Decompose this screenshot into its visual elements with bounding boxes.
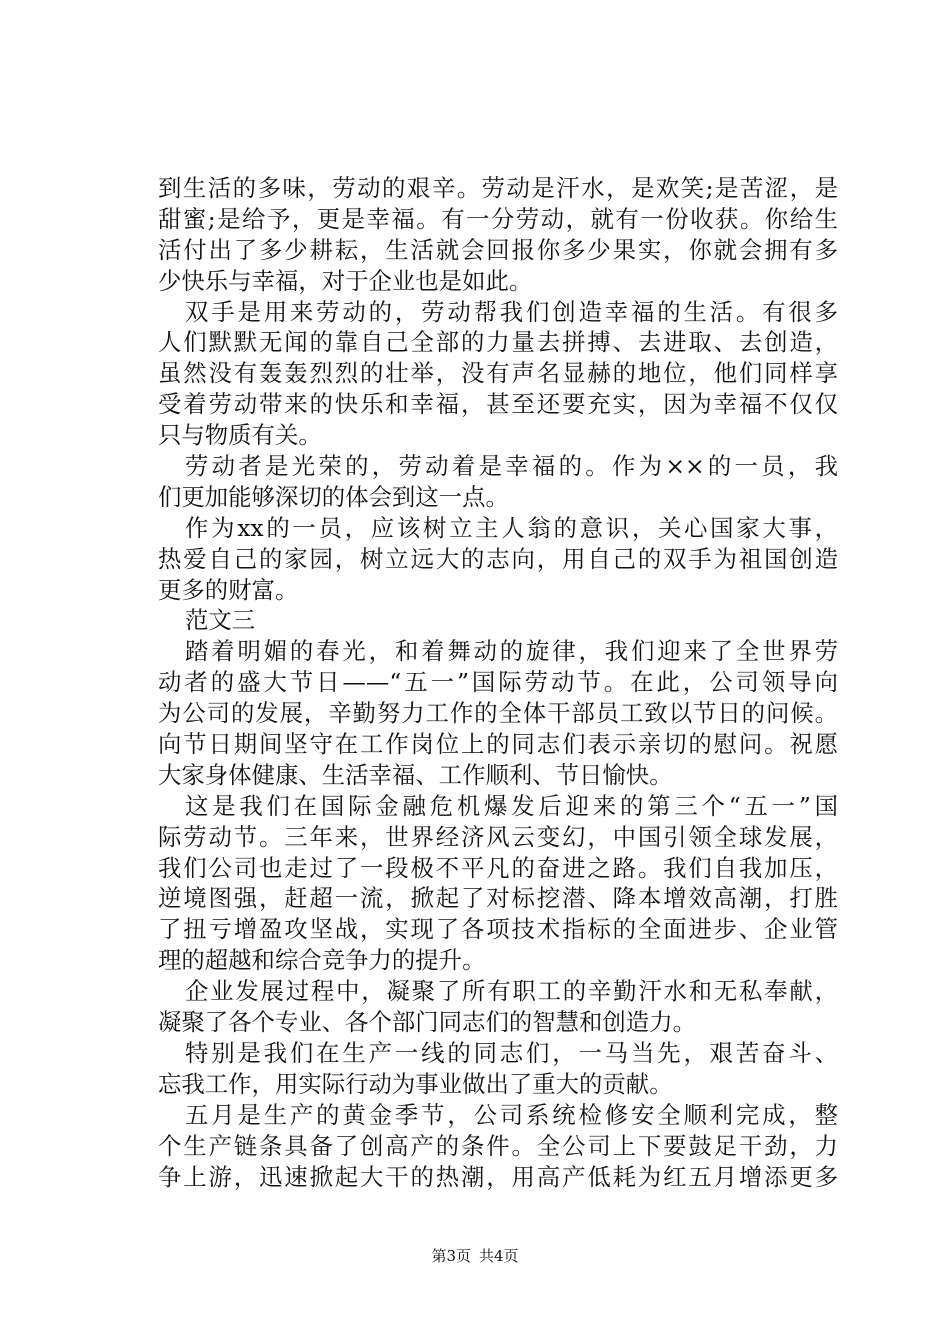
page-number: 第3页	[431, 1247, 471, 1265]
text-line: 热爱自己的家园，树立远大的志向，用自己的双手为祖国创造	[158, 544, 838, 573]
text-line: 作为xx的一员，应该树立主人翁的意识，关心国家大事，	[185, 513, 838, 542]
text-line: 到生活的多味，劳动的艰辛。劳动是汗水，是欢笑;是苦涩，是	[158, 174, 838, 202]
text-line: 甜蜜;是给予，更是幸福。有一分劳动，就有一份收获。你给生	[158, 204, 838, 233]
text-line: 双手是用来劳动的，劳动帮我们创造幸福的生活。有很多	[185, 297, 838, 326]
text-line: 踏着明媚的春光，和着舞动的旋律，我们迎来了全世界劳	[185, 637, 838, 666]
text-line: 这是我们在国际金融危机爆发后迎来的第三个“五一”国	[185, 791, 838, 820]
text-line: 只与物质有关。	[158, 421, 322, 450]
text-line: 范文三	[185, 606, 256, 635]
text-line: 们更加能够深切的体会到这一点。	[158, 482, 509, 511]
text-line: 大家身体健康、生活幸福、工作顺利、节日愉快。	[158, 760, 673, 789]
text-line: 劳动者是光荣的，劳动着是幸福的。作为××的一员，我	[185, 452, 838, 481]
text-line: 活付出了多少耕耘，生活就会回报你多少果实，你就会拥有多	[158, 235, 838, 264]
text-line: 动者的盛大节日——“五一”国际劳动节。在此，公司领导向	[158, 668, 838, 697]
text-line: 特别是我们在生产一线的同志们，一马当先，艰苦奋斗、	[185, 1038, 838, 1067]
text-line: 企业发展过程中，凝聚了所有职工的辛勤汗水和无私奉献，	[185, 977, 838, 1006]
text-line: 人们默默无闻的靠自己全部的力量去拼搏、去进取、去创造，	[158, 328, 838, 357]
document-body	[158, 173, 838, 1192]
text-line: 向节日期间坚守在工作岗位上的同志们表示亲切的慰问。祝愿	[158, 730, 838, 759]
page-footer	[0, 1245, 950, 1266]
text-line: 受着劳动带来的快乐和幸福，甚至还要充实，因为幸福不仅仅	[158, 390, 838, 419]
text-line: 忘我工作，用实际行动为事业做出了重大的贡献。	[158, 1069, 673, 1098]
text-line: 际劳动节。三年来，世界经济风云变幻，中国引领全球发展，	[158, 822, 838, 851]
text-line: 凝聚了各个专业、各个部门同志们的智慧和创造力。	[158, 1008, 696, 1037]
text-line: 逆境图强，赶超一流，掀起了对标挖潜、降本增效高潮，打胜	[158, 884, 838, 913]
text-line: 争上游，迅速掀起大干的热潮，用高产低耗为红五月增添更多	[158, 1162, 838, 1191]
text-line: 少快乐与幸福，对于企业也是如此。	[158, 266, 533, 295]
text-line: 为公司的发展，辛勤努力工作的全体干部员工致以节日的问候。	[158, 699, 838, 728]
page-total: 共4页	[479, 1247, 519, 1265]
text-line: 个生产链条具备了创高产的条件。全公司上下要鼓足干劲，力	[158, 1131, 838, 1160]
text-line: 理的超越和综合竞争力的提升。	[158, 946, 486, 975]
text-line: 虽然没有轰轰烈烈的壮举，没有声名显赫的地位，他们同样享	[158, 359, 838, 388]
text-line: 了扭亏增盈攻坚战，实现了各项技术指标的全面进步、企业管	[158, 915, 838, 944]
text-line: 五月是生产的黄金季节，公司系统检修安全顺利完成，整	[185, 1100, 838, 1129]
text-line: 更多的财富。	[158, 575, 299, 604]
text-line: 我们公司也走过了一段极不平凡的奋进之路。我们自我加压，	[158, 853, 838, 882]
